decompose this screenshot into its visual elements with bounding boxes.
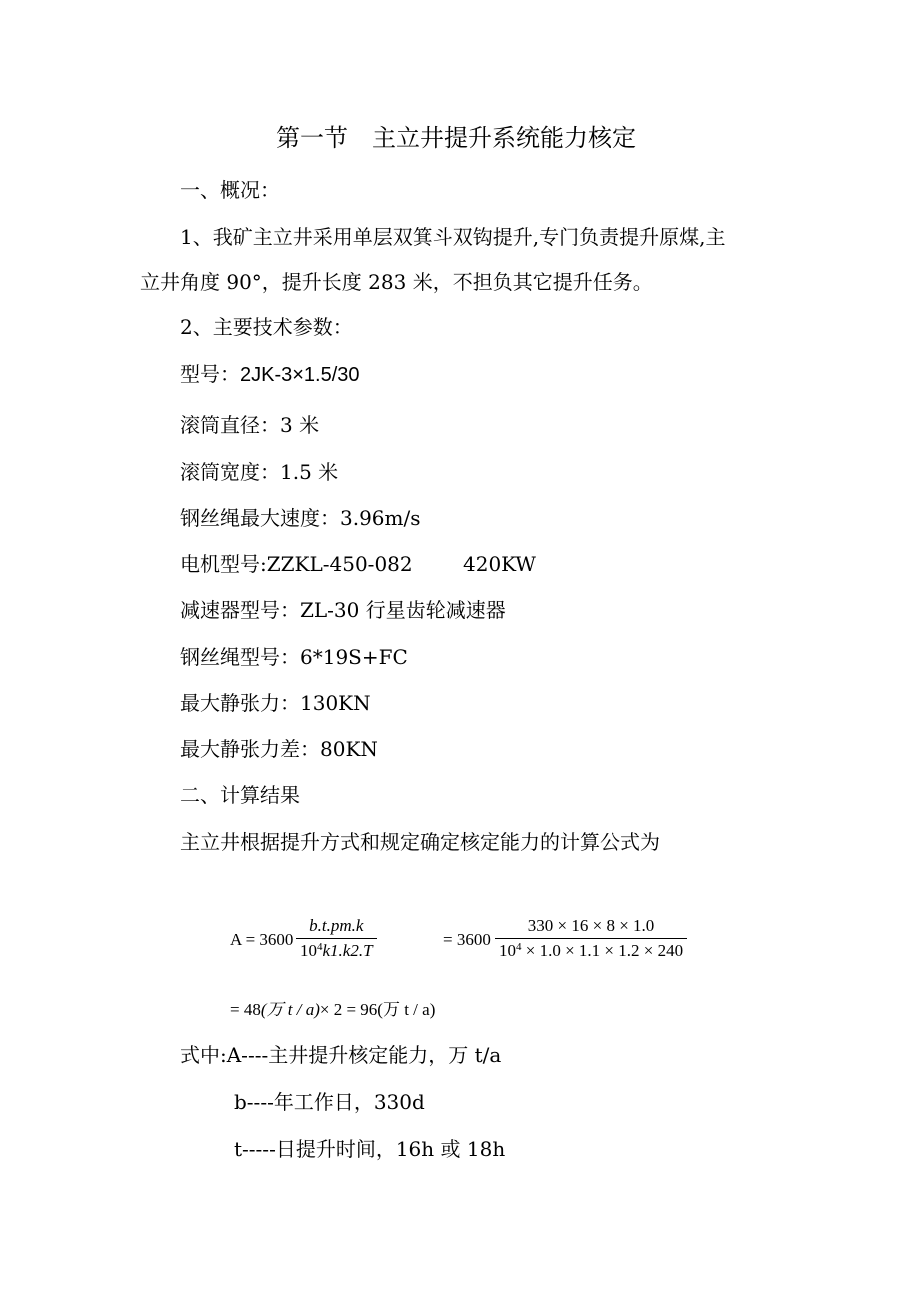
param-model-label: 型号： bbox=[180, 362, 240, 386]
param-reducer: 减速器型号：ZL-30 行星齿轮减速器 bbox=[180, 598, 506, 622]
param-drum-diameter: 滚筒直径：3 米 bbox=[180, 413, 320, 437]
formula-lhs: A = 3600 bbox=[230, 930, 294, 949]
formula-fraction-1 bbox=[296, 916, 377, 961]
param-rope-model: 钢丝绳型号：6*19S+FC bbox=[180, 645, 408, 669]
paragraph-line: 1、我矿主立井采用单层双箕斗双钩提升,专门负责提升原煤,主 bbox=[180, 225, 726, 249]
param-model bbox=[180, 362, 360, 387]
param-motor-power: 420KW bbox=[463, 552, 536, 576]
fraction-1-numerator: b.t.pm.k bbox=[309, 916, 364, 935]
legend-b: b----年工作日，330d bbox=[234, 1090, 425, 1114]
param-model-value: 2JK-3×1.5/30 bbox=[240, 364, 360, 386]
formula-fraction-2 bbox=[495, 916, 687, 961]
formula-eq2: = 3600 bbox=[443, 930, 491, 949]
section2-heading: 二、计算结果 bbox=[180, 783, 300, 807]
fraction-2-denominator: $10^4 \times 1.0 \times 1.1 \times 1.2 \times 240$ bbox=[499, 941, 684, 960]
param-drum-width: 滚筒宽度：1.5 米 bbox=[180, 460, 339, 484]
param-motor-model: 电机型号:ZZKL-450-082 bbox=[180, 552, 413, 576]
formula-result-b: (万 t / a) bbox=[260, 1000, 320, 1019]
param-max-static-tension: 最大静张力：130KN bbox=[180, 691, 371, 715]
page-title: 第一节 主立井提升系统能力核定 bbox=[276, 124, 636, 152]
legend-t: t-----日提升时间，16h 或 18h bbox=[234, 1137, 506, 1161]
params-heading: 2、主要技术参数： bbox=[180, 315, 353, 339]
paragraph-line: 立井角度 90°，提升长度 283 米，不担负其它提升任务。 bbox=[140, 270, 653, 294]
fraction-1-denominator: $10^4k1.k2.T$ bbox=[300, 941, 373, 960]
formula-result bbox=[230, 995, 435, 1020]
section1-heading: 一、概况： bbox=[180, 178, 280, 202]
formula-intro: 主立井根据提升方式和规定确定核定能力的计算公式为 bbox=[180, 830, 660, 854]
param-rope-speed: 钢丝绳最大速度：3.96m/s bbox=[180, 506, 421, 530]
fraction-2-numerator: 330 × 16 × 8 × 1.0 bbox=[527, 916, 655, 935]
param-max-tension-diff: 最大静张力差：80KN bbox=[180, 737, 378, 761]
formula-result-a: = 48 bbox=[230, 1000, 261, 1019]
formula-result-c: × 2 = 96(万 t / a) bbox=[319, 1000, 436, 1019]
legend-lead: 式中:A----主井提升核定能力，万 t/a bbox=[180, 1043, 502, 1067]
